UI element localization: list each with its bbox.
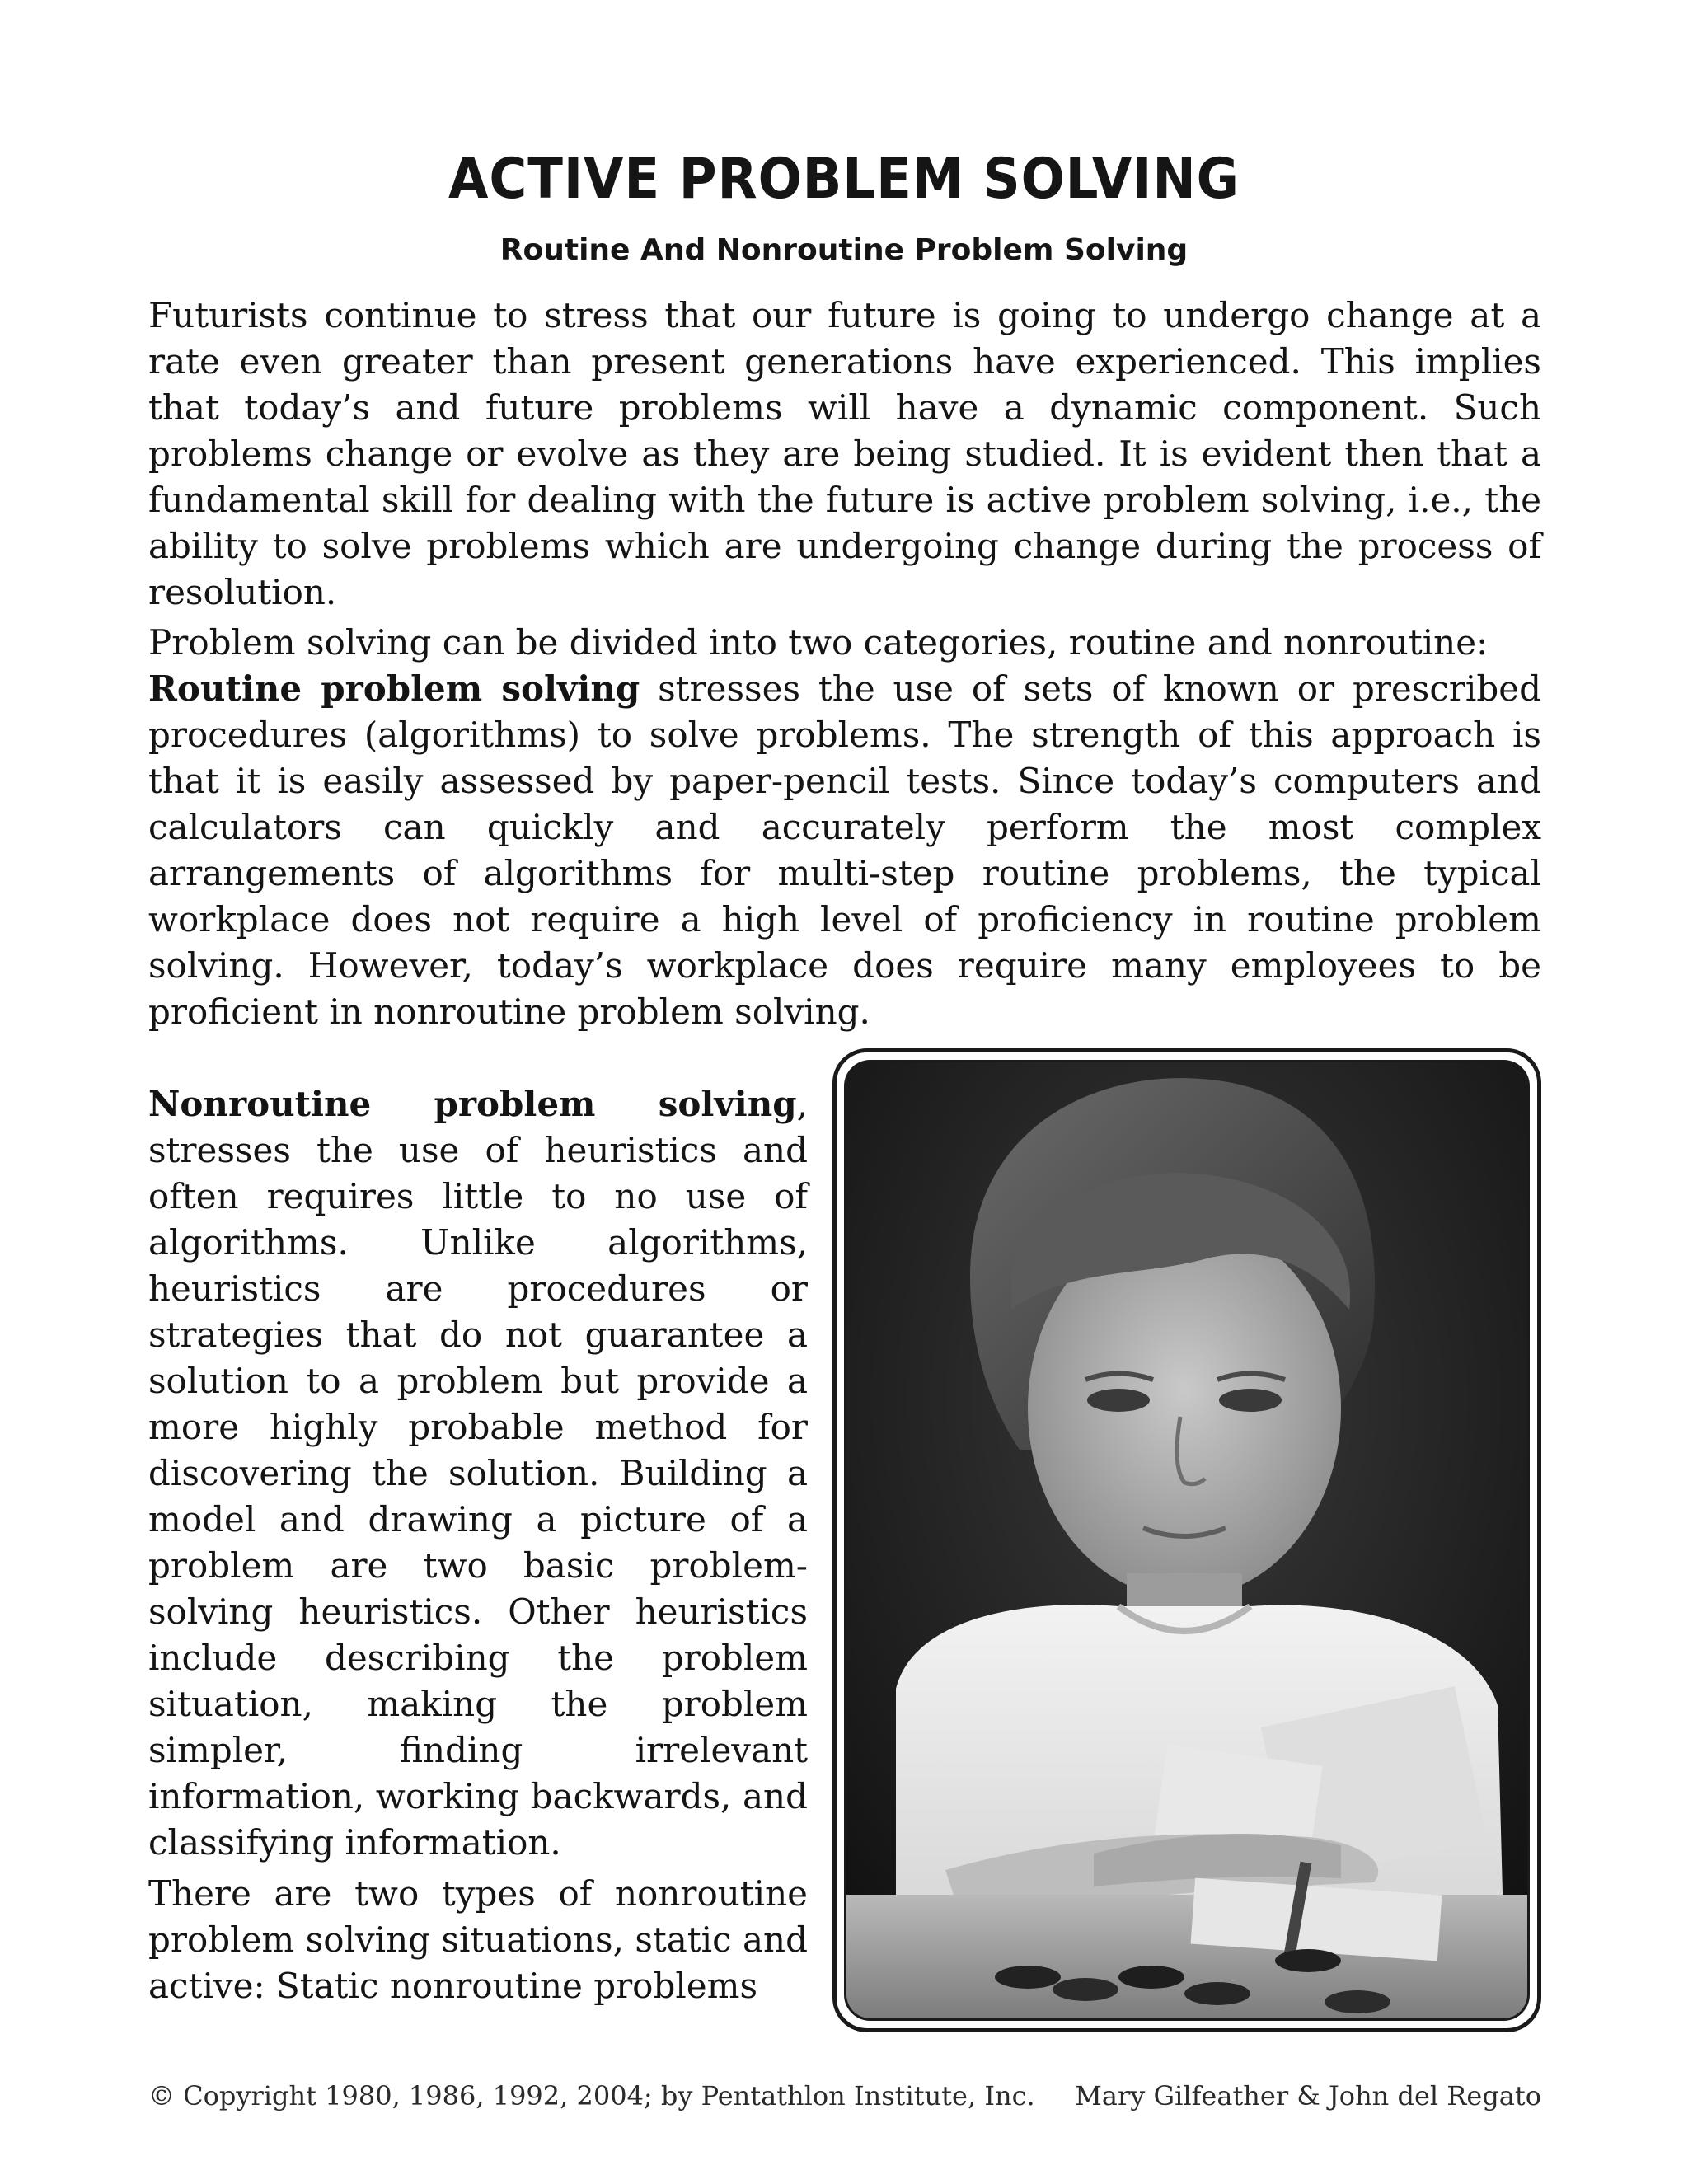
student-photo-illustration <box>846 1062 1527 2018</box>
nonroutine-term: Nonroutine problem solving <box>148 1084 797 1124</box>
routine-lead: Problem solving can be divided into two categories, routine and nonroutine: <box>148 622 1489 663</box>
student-photo <box>844 1060 1530 2021</box>
author-credit: Mary Gilfeather & John del Regato <box>1075 2080 1541 2111</box>
nonroutine-text: , stresses the use of heuristics and often requires little to no use of algorithms. Unlike algorithms, heuristics are procedures or strategies that do not guarantee a solution to a problem but provide a more highly probable method for discovering the solution. Building a model and drawing a picture of a problem are two basic problem-solving heuristics. Other heuristics include describing the problem situation, making the problem simpler, finding irrelevant information, working backwards, and classifying information. <box>148 1084 808 1863</box>
intro-paragraph: Futurists continue to stress that our future is going to undergo change at a rate even greater than present generations have experienced. This implies that today’s and future problems will have a dynamic component. Such problems change or evolve as they are being studied. It is evident then that a fundamental skill for dealing with the future is active problem solving, i.e., the ability to solve problems which are undergoing change during the process of resolution. <box>148 295 1541 612</box>
nonroutine-paragraph <box>148 1081 808 1866</box>
page-subtitle: Routine And Nonroutine Problem Solving <box>499 233 1189 267</box>
routine-paragraph <box>148 620 1541 1035</box>
types-paragraph: There are two types of nonroutine problem solving situations, static and active: Static nonroutine problems <box>148 1873 808 2006</box>
routine-text: stresses the use of sets of known or prescribed procedures (algorithms) to solve problems. The strength of this approach is that it is easily assessed by paper-pencil tests. Since today’s computers and calculators can quickly and accurately perform the most complex arrangements of algorithms for multi-step routine problems, the typical workplace does not require a high level of proficiency in routine problem solving. However, today’s workplace does require many employees to be proficient in nonroutine problem solving. <box>148 668 1541 1032</box>
copyright-notice: © Copyright 1980, 1986, 1992, 2004; by Pentathlon Institute, Inc. <box>148 2080 1035 2111</box>
routine-term: Routine problem solving <box>148 668 640 709</box>
page-title: ACTIVE PROBLEM SOLVING <box>448 147 1240 212</box>
